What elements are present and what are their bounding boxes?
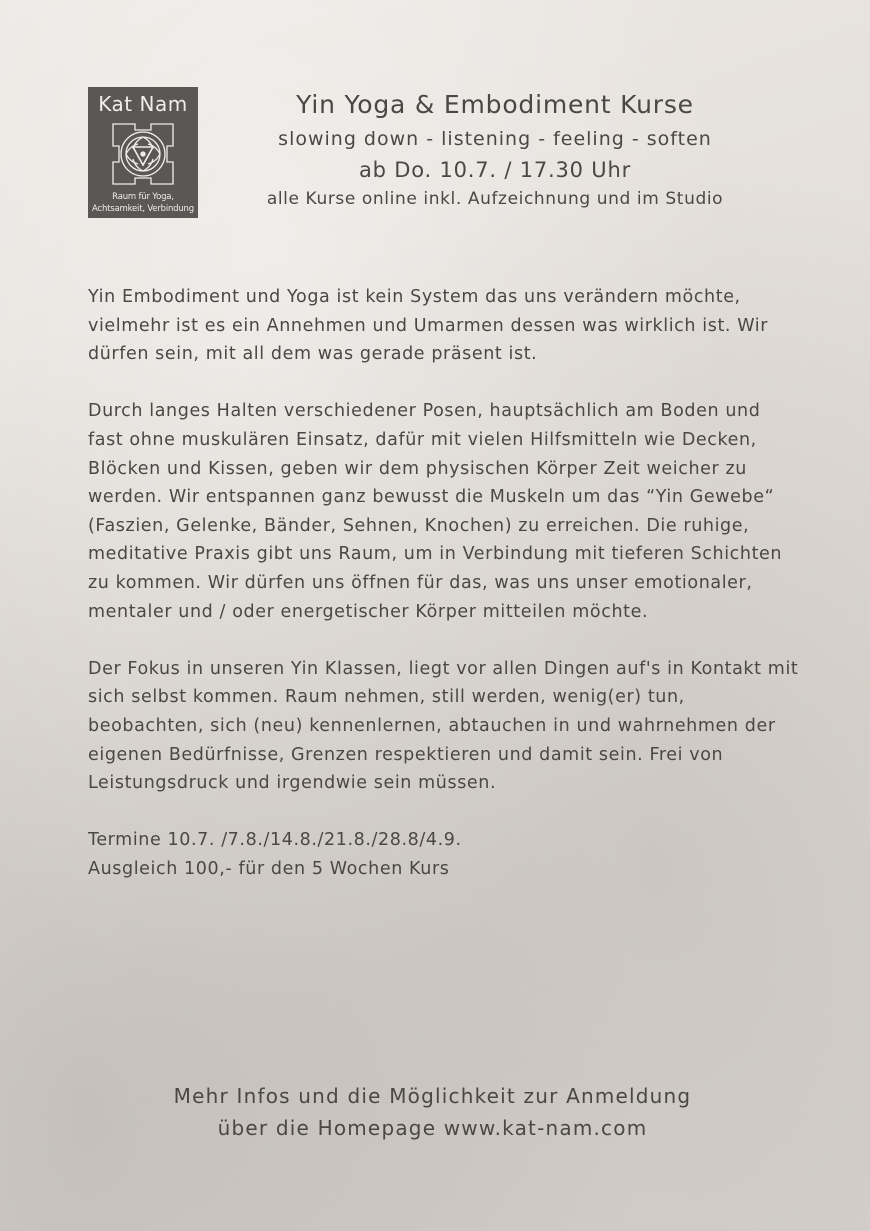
footer-info: Mehr Infos und die Möglichkeit zur Anmeldung bbox=[173, 1084, 692, 1108]
logo-subtitle-line2: Achtsamkeit, Verbindung bbox=[92, 204, 194, 214]
paragraph-intro: Yin Embodiment und Yoga ist kein System das uns verändern möchte, vielmehr ist es ein Annehmen und Umarmen dessen was wirklich ist. Wir dürfen sein, mit all dem was gerade präsent ist. bbox=[88, 287, 769, 365]
footer-homepage: über die Homepage www.kat-nam.com bbox=[217, 1116, 648, 1140]
logo-subtitle-line1: Raum für Yoga, bbox=[112, 192, 174, 202]
page-subtitle: slowing down - listening - feeling - soften bbox=[278, 128, 712, 150]
course-dates: Termine 10.7. /7.8./14.8./21.8./28.8/4.9. bbox=[88, 830, 462, 851]
header bbox=[210, 88, 780, 212]
logo-name: Kat Nam bbox=[98, 92, 188, 116]
page-title: Yin Yoga & Embodiment Kurse bbox=[296, 90, 694, 119]
body-text bbox=[88, 283, 800, 883]
footer bbox=[0, 1080, 865, 1144]
course-date: ab Do. 10.7. / 17.30 Uhr bbox=[358, 158, 632, 182]
course-note: alle Kurse online inkl. Aufzeichnung und im Studio bbox=[266, 189, 724, 209]
paragraph-focus: Der Fokus in unseren Yin Klassen, liegt vor allen Dingen auf's in Kontakt mit sich selbst kommen. Raum nehmen, still werden, wenig(er) tun, beobachten, sich (neu) kennenlernen, abtauchen in und wahrnehmen der eigenen Bedürfnisse, Grenzen respektieren und damit sein. Frei von Leistungsdruck und irgendwie sein müssen. bbox=[88, 658, 799, 794]
logo bbox=[88, 87, 198, 218]
paragraph-practice: Durch langes Halten verschiedener Posen, hauptsächlich am Boden und fast ohne muskulären Einsatz, dafür mit vielen Hilfsmitteln wie Decken, Blöcken und Kissen, geben wir dem physischen Körper Zeit weicher zu werden. Wir entspannen ganz bewusst die Muskeln um das “Yin Gewebe“ (Faszien, Gelenke, Bänder, Sehnen, Knochen) zu erreichen. Die ruhige, meditative Praxis gibt uns Raum, um in Verbindung mit tieferen Schichten zu kommen. Wir dürfen uns öffnen für das, was uns unser emotionaler, mentaler und / oder energetischer Körper mitteilen möchte. bbox=[88, 401, 783, 622]
course-price: Ausgleich 100,- für den 5 Wochen Kurs bbox=[88, 858, 450, 879]
yantra-icon bbox=[107, 118, 179, 190]
